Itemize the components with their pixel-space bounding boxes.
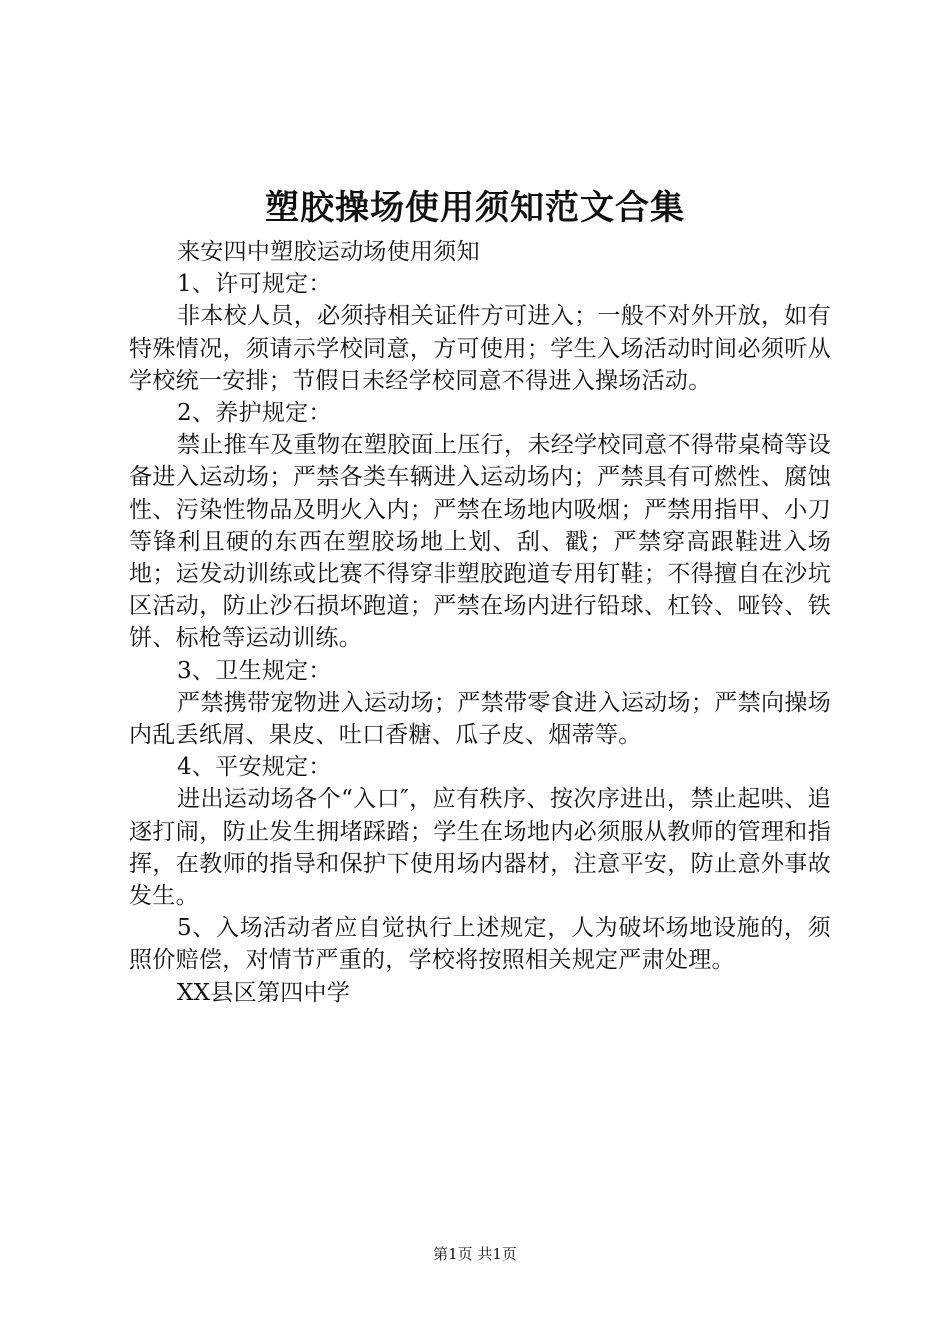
section-heading-safety: 4、平安规定： — [177, 754, 332, 781]
document-title: 塑胶操场使用须知范文合集 — [265, 188, 685, 228]
paragraph-compensation: 5、入场活动者应自觉执行上述规定，人为破坏场地设施的，须照价赔偿，对情节严重的，学校将按照相关规定严肃处理。 — [129, 915, 831, 974]
paragraph-safety: 进出运动场各个“入口″，应有秩序、按次序进出，禁止起哄、追逐打闹，防止发生拥堵踩踏；学生在场地内必须服从教师的管理和指挥，在教师的指导和保护下使用场内器材，注意平安，防止意外事故发生。 — [129, 786, 831, 910]
page-footer: 第1页 共1页 — [433, 1245, 517, 1263]
subtitle-paragraph: 来安四中塑胶运动场使用须知 — [177, 239, 480, 265]
paragraph-maintenance: 禁止推车及重物在塑胶面上压行，未经学校同意不得带桌椅等设备进入运动场；严禁各类车辆进入运动场内；严禁具有可燃性、腐蚀性、污染性物品及明火入内；严禁在场地内吸烟；严禁用指甲、小刀等锋利且硬的东西在塑胶场地上划、刮、戳；严禁穿高跟鞋进入场地；运发动训练或比赛不得穿非塑胶跑道专用钉鞋；不得擅自在沙坑区活动，防止沙石损坏跑道；严禁在场内进行铅球、杠铃、哑铃、铁饼、标枪等运动训练。 — [129, 432, 831, 652]
document-body — [129, 236, 831, 1009]
paragraph-permission: 非本校人员，必须持相关证件方可进入；一般不对外开放，如有特殊情况，须请示学校同意，方可使用；学生入场活动时间必须听从学校统一安排；节假日未经学校同意不得进入操场活动。 — [129, 303, 831, 394]
section-heading-hygiene: 3、卫生规定： — [177, 657, 332, 684]
paragraph-hygiene: 严禁携带宠物进入运动场；严禁带零食进入运动场；严禁向操场内乱丢纸屑、果皮、吐口香糖、瓜子皮、烟蒂等。 — [129, 689, 831, 749]
section-heading-maintenance: 2、养护规定： — [177, 400, 332, 427]
section-heading-permission: 1、许可规定： — [177, 271, 332, 298]
signature-school: XX县区第四中学 — [177, 979, 351, 1006]
